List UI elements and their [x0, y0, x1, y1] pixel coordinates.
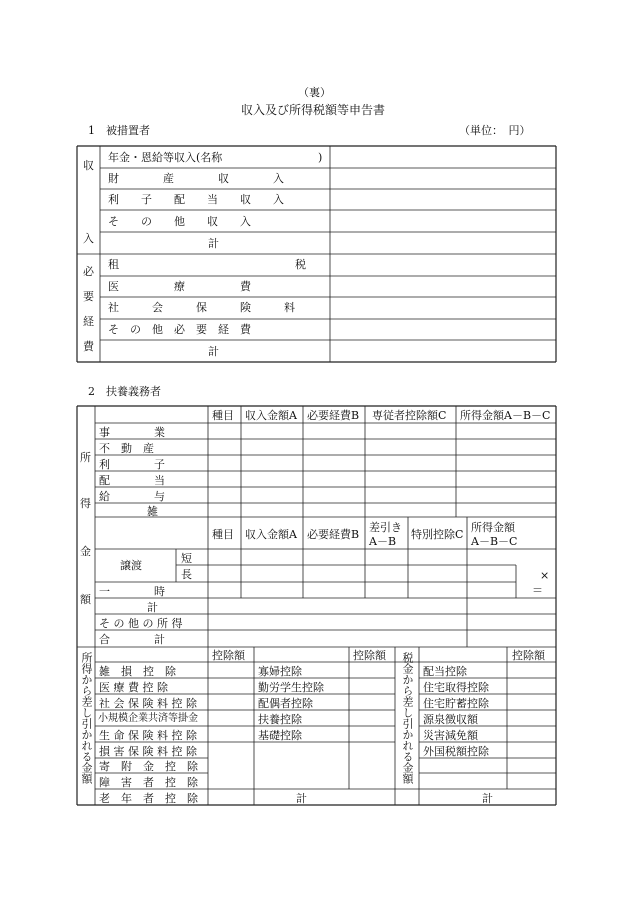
row-interest: 利 子 — [99, 458, 165, 471]
income-char-2: 入 — [83, 232, 94, 245]
row-misc: 雑 — [147, 505, 158, 518]
subtotal-label: 計 — [147, 601, 158, 614]
col2-income-amount: 所得金額 A－B－C — [471, 521, 518, 549]
equal-symbol: ＝ — [532, 584, 543, 597]
deduction-casualty-insurance: 損 害 保 険 料 控 除 — [99, 745, 197, 758]
expense-char-1: 必 — [83, 265, 94, 278]
tax-credit-housing-savings: 住宅貯蓄控除 — [423, 697, 489, 710]
expense-char-2: 要 — [83, 290, 94, 303]
col1-expense-b: 必要経費B — [307, 409, 360, 422]
deduction-widow: 寡婦控除 — [258, 665, 302, 678]
tax-credit-total: 計 — [482, 792, 493, 805]
deduction-dependent: 扶養控除 — [258, 713, 302, 726]
row-grand-total: 合 計 — [99, 633, 165, 646]
row-transfer-short: 短 — [181, 552, 192, 565]
deduction-social-insurance: 社 会 保 険 料 控 除 — [99, 697, 197, 710]
col1-employee-deduction-c: 専従者控除額C — [372, 409, 447, 422]
tax-credit-withholding: 源泉徴収額 — [423, 713, 478, 726]
form-title: 収入及び所得税額等申告書 — [241, 103, 386, 117]
deduction-mid-total: 計 — [296, 792, 307, 805]
expense-char-4: 費 — [83, 340, 94, 353]
tax-credit-housing-acquisition: 住宅取得控除 — [423, 681, 489, 694]
section2-heading: 2 扶養義務者 — [88, 385, 161, 398]
col1-type: 種目 — [212, 409, 234, 422]
multiply-symbol: × — [540, 569, 550, 582]
expense-row-medical: 医 療 費 — [108, 280, 251, 293]
tax-credit-disaster: 災害減免額 — [423, 729, 478, 742]
row-other-income: そ の 他 の 所 得 — [99, 617, 183, 630]
row-salary: 給 与 — [99, 490, 165, 503]
income-amount-char-3: 金 — [80, 545, 91, 558]
col2-difference: 差引き A－B — [369, 521, 402, 549]
reverse-side-label: （裏） — [298, 86, 331, 99]
col2-special-deduction: 特別控除C — [411, 528, 464, 541]
tax-credit-dividend: 配当控除 — [423, 665, 467, 678]
expense-row-social-insurance: 社 会 保 険 料 — [108, 301, 295, 314]
expense-row-tax: 租 税 — [108, 258, 306, 271]
row-real-estate: 不 動 産 — [99, 442, 154, 455]
deduction-donation: 寄 附 金 控 除 — [99, 760, 198, 773]
col2-type: 種目 — [212, 528, 234, 541]
income-row-pension-paren: ) — [318, 151, 323, 164]
row-dividend: 配 当 — [99, 474, 165, 487]
tax-credit-section-label: 税金から差し引かれる金額 — [401, 652, 414, 784]
income-row-interest-dividend: 利 子 配 当 収 入 — [108, 193, 284, 206]
income-char-1: 収 — [83, 159, 94, 172]
col2-income-a: 収入金額A — [245, 528, 297, 541]
section1-heading: 1 被措置者 — [88, 124, 150, 137]
deduction-medical: 医 療 費 控 除 — [99, 681, 168, 694]
unit-label: （単位： 円） — [459, 124, 531, 137]
income-row-other: そ の 他 収 入 — [108, 215, 251, 228]
deduction-elderly: 老 年 者 控 除 — [99, 792, 198, 805]
tax-credit-foreign: 外国税額控除 — [423, 745, 489, 758]
expense-char-3: 経 — [83, 315, 94, 328]
income-amount-char-1: 所 — [80, 451, 91, 464]
tax-credit-header: 控除額 — [512, 649, 545, 662]
expense-row-other: そ の 他 必 要 経 費 — [108, 323, 251, 336]
col1-income-a: 収入金額A — [245, 409, 297, 422]
col2-expense-b: 必要経費B — [307, 528, 360, 541]
deduction-life-insurance: 生 命 保 険 料 控 除 — [99, 729, 197, 742]
row-business: 事 業 — [99, 426, 165, 439]
income-amount-char-4: 額 — [80, 593, 91, 606]
deduction-section-label: 所得から差し引かれる金額 — [80, 652, 93, 784]
deduction-casualty: 雑 損 控 除 — [99, 665, 176, 678]
income-amount-char-2: 得 — [80, 497, 91, 510]
row-transfer: 譲渡 — [120, 559, 142, 572]
row-transfer-long: 長 — [181, 568, 192, 581]
col1-income-amount: 所得金額A－B－C — [460, 409, 551, 422]
income-row-property: 財 産 収 入 — [108, 172, 284, 185]
deduction-basic: 基礎控除 — [258, 729, 302, 742]
deduction-disabled: 障 害 者 控 除 — [99, 776, 198, 789]
deduction-small-business: 小規模企業共済等掛金 — [98, 713, 198, 724]
deduction-header-left: 控除額 — [212, 649, 245, 662]
income-total-label: 計 — [208, 237, 219, 250]
deduction-spouse: 配偶者控除 — [258, 697, 313, 710]
income-row-pension: 年金・恩給等収入(名称 — [108, 151, 223, 164]
expense-total-label: 計 — [208, 345, 219, 358]
deduction-header-mid: 控除額 — [353, 649, 386, 662]
deduction-working-student: 勤労学生控除 — [258, 681, 324, 694]
row-temporary: 一 時 — [99, 585, 165, 598]
